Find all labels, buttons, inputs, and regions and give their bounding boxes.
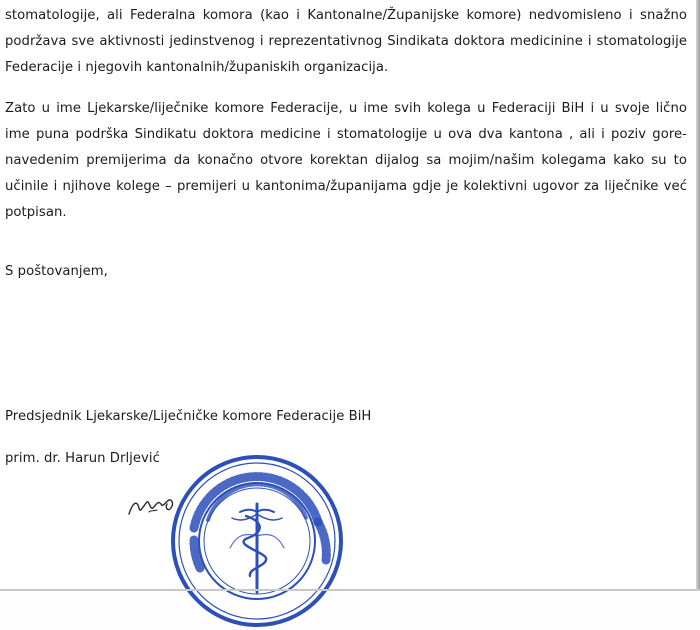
text-line: Zato u ime Ljekarske/liječnike komore Federacije, u ime svih kolega u Federaciji BiH i u svoje lično — [5, 101, 687, 116]
medical-stamp-icon — [168, 452, 346, 630]
text-line: podržava sve aktivnosti jedinstvenog i reprezentativnog Sindikata doktora medicinine i stomatologije — [5, 34, 687, 49]
text-line: potpisan. — [5, 205, 67, 220]
text-line: navedenim premijerima da konačno otvore korektan dijalog sa mojim/našim kolegama kako su to — [5, 153, 687, 168]
text-line: učinile i njihove kolege – premijeri u kantonima/županijama gdje je kolektivni ugovor za liječnike već — [5, 179, 687, 194]
paragraph-support — [5, 3, 687, 81]
text-line: stomatologije, ali Federalna komora (kao i Kantonalne/Županijske komore) nedvomisleno i snažno — [5, 8, 687, 23]
paragraph-call — [5, 96, 687, 226]
page-edge-shadow — [696, 0, 700, 591]
text-line: ime puna podrška Sindikatu doktora medicine i stomatologije u ova dva kantona , ali i poziv gore- — [5, 127, 687, 142]
signer-name: prim. dr. Harun Drljević — [5, 451, 160, 466]
closing-greeting: S poštovanjem, — [5, 264, 108, 279]
text-line: Federacije i njegovih kantonalnih/županiskih organizacija. — [5, 60, 389, 75]
signer-title: Predsjednik Ljekarske/Liječničke komore Federacije BiH — [5, 409, 372, 424]
